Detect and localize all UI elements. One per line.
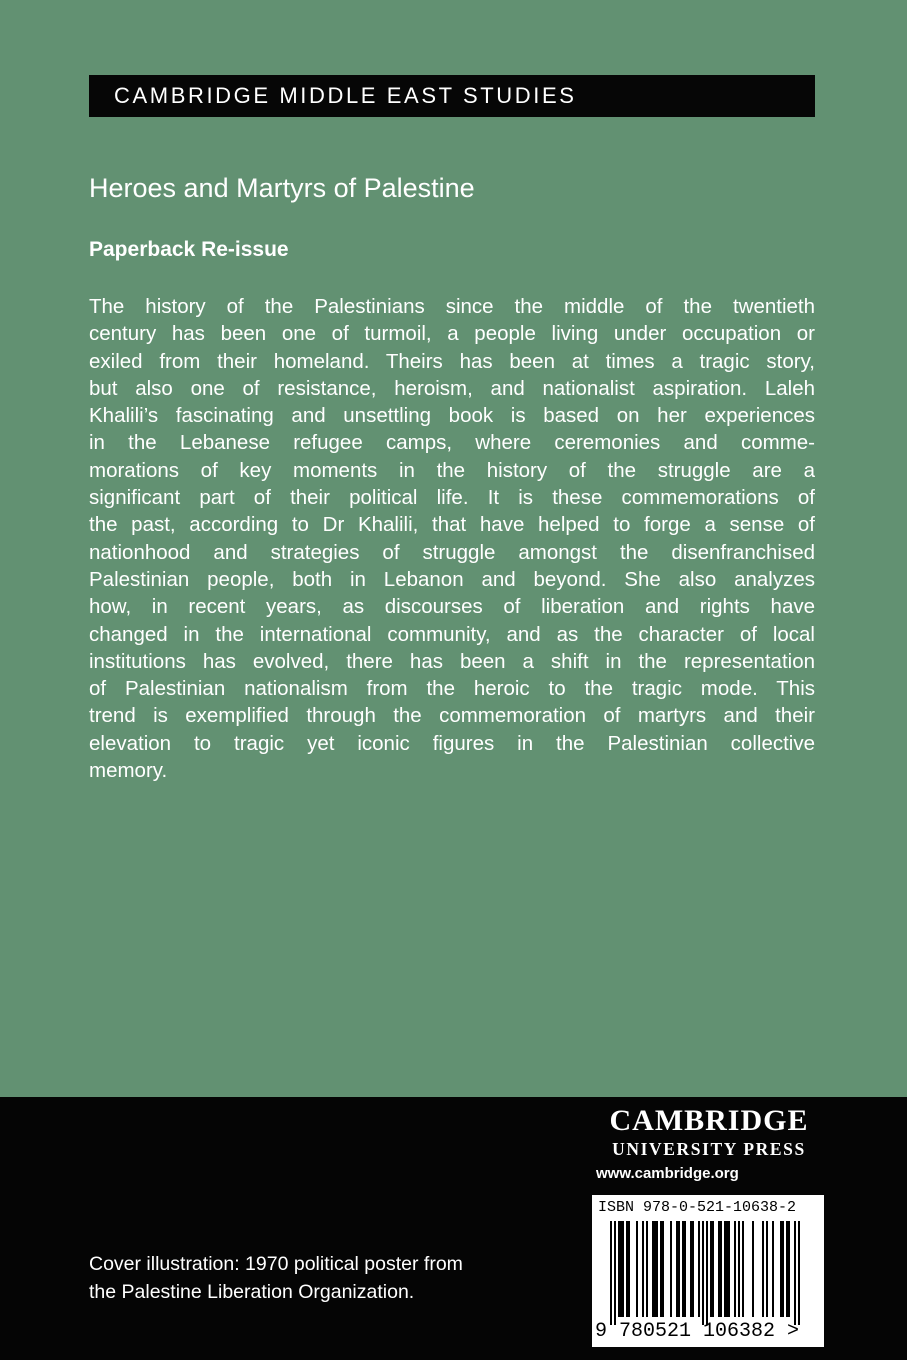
blurb-line: exiled from their homeland. Theirs has been at times a tragic story, xyxy=(89,349,815,373)
barcode-bar xyxy=(626,1221,628,1317)
barcode-bar xyxy=(706,1221,708,1325)
barcode-bar xyxy=(794,1221,796,1325)
barcode-digits: 9 780521 106382 > xyxy=(595,1320,800,1343)
barcode-bar xyxy=(734,1221,736,1317)
barcode-bar xyxy=(620,1221,622,1317)
blurb-line: the past, according to Dr Khalili, that have helped to forge a sense of xyxy=(89,513,815,537)
blurb-line: in the Lebanese refugee camps, where ceremonies and comme- xyxy=(89,431,815,455)
barcode-bar xyxy=(656,1221,658,1317)
barcode-bar xyxy=(676,1221,678,1317)
cover-credit-line: the Palestine Liberation Organization. xyxy=(89,1281,415,1303)
barcode-bar xyxy=(766,1221,768,1317)
book-title: Heroes and Martyrs of Palestine xyxy=(89,173,475,203)
blurb-line: Khalili’s fascinating and unsettling book is based on her experiences xyxy=(89,404,815,428)
barcode-bar xyxy=(698,1221,700,1317)
barcode-bar xyxy=(782,1221,784,1317)
blurb-line: of Palestinian nationalism from the heroic to the tragic mode. This xyxy=(89,677,815,701)
blurb-line: trend is exemplified through the commemoration of martyrs and their xyxy=(89,704,815,728)
barcode-bar xyxy=(752,1221,754,1317)
publisher-logo-subtitle: UNIVERSITY PRESS xyxy=(612,1139,806,1159)
barcode-bar xyxy=(720,1221,722,1317)
barcode-bar xyxy=(610,1221,612,1325)
barcode-bar xyxy=(780,1221,782,1317)
blurb-line: elevation to tragic yet iconic figures in the Palestinian collective xyxy=(89,731,815,755)
barcode-bar xyxy=(742,1221,744,1317)
publisher-logo-name: CAMBRIDGE xyxy=(609,1104,809,1137)
series-label: CAMBRIDGE MIDDLE EAST STUDIES xyxy=(114,83,577,108)
barcode-bar xyxy=(712,1221,714,1317)
barcode-bar xyxy=(636,1221,638,1317)
edition-label: Paperback Re-issue xyxy=(89,238,289,261)
blurb-line: memory. xyxy=(89,759,168,783)
barcode-bar xyxy=(654,1221,656,1317)
barcode-bar xyxy=(728,1221,730,1317)
barcode-bar xyxy=(798,1221,800,1325)
isbn-label: ISBN 978-0-521-10638-2 xyxy=(598,1199,797,1216)
barcode-panel xyxy=(592,1195,824,1347)
barcode-bar xyxy=(702,1221,704,1325)
blurb-line: how, in recent years, as discourses of liberation and rights have xyxy=(89,595,815,619)
barcode-bar xyxy=(772,1221,774,1317)
blurb-line: but also one of resistance, heroism, and nationalist aspiration. Laleh xyxy=(89,376,815,400)
barcode-bar xyxy=(678,1221,680,1317)
blurb xyxy=(89,293,815,784)
barcode-bar xyxy=(786,1221,788,1317)
blurb-line: significant part of their political life. It is these commemorations of xyxy=(89,486,815,510)
blurb-line: morations of key moments in the history of the struggle are a xyxy=(89,458,815,482)
barcode-bar xyxy=(710,1221,712,1317)
cover-credit xyxy=(89,1250,463,1306)
barcode-bar xyxy=(684,1221,686,1317)
barcode-bar xyxy=(614,1221,616,1325)
blurb-line: nationhood and strategies of struggle amongst the disenfranchised xyxy=(89,540,815,564)
barcode-bar xyxy=(762,1221,764,1317)
barcode-bar xyxy=(662,1221,664,1317)
blurb-line: Palestinian people, both in Lebanon and beyond. She also analyzes xyxy=(89,567,815,591)
blurb-line: century has been one of turmoil, a people living under occupation or xyxy=(89,322,815,346)
barcode-bar xyxy=(652,1221,654,1317)
barcode-bar xyxy=(738,1221,740,1317)
barcode-bar xyxy=(628,1221,630,1317)
barcode-bar xyxy=(788,1221,790,1317)
barcode-bar xyxy=(622,1221,624,1317)
barcode-bar xyxy=(690,1221,692,1317)
barcode-bar xyxy=(726,1221,728,1317)
barcode-bar xyxy=(618,1221,620,1317)
barcode-bar xyxy=(724,1221,726,1317)
barcode-bar xyxy=(660,1221,662,1317)
barcode-bar xyxy=(692,1221,694,1317)
publisher-url: www.cambridge.org xyxy=(596,1165,739,1182)
blurb-line: institutions has evolved, there has been a shift in the representation xyxy=(89,649,815,673)
blurb-line: The history of the Palestinians since the middle of the twentieth xyxy=(89,295,815,318)
barcode-bar xyxy=(646,1221,648,1317)
cover-credit-line: Cover illustration: 1970 political poster from xyxy=(89,1253,463,1275)
barcode-bar xyxy=(642,1221,644,1317)
barcode-bar xyxy=(718,1221,720,1317)
blurb-line: changed in the international community, and as the character of local xyxy=(89,622,815,646)
barcode-bar xyxy=(682,1221,684,1317)
barcode-bar xyxy=(670,1221,672,1317)
